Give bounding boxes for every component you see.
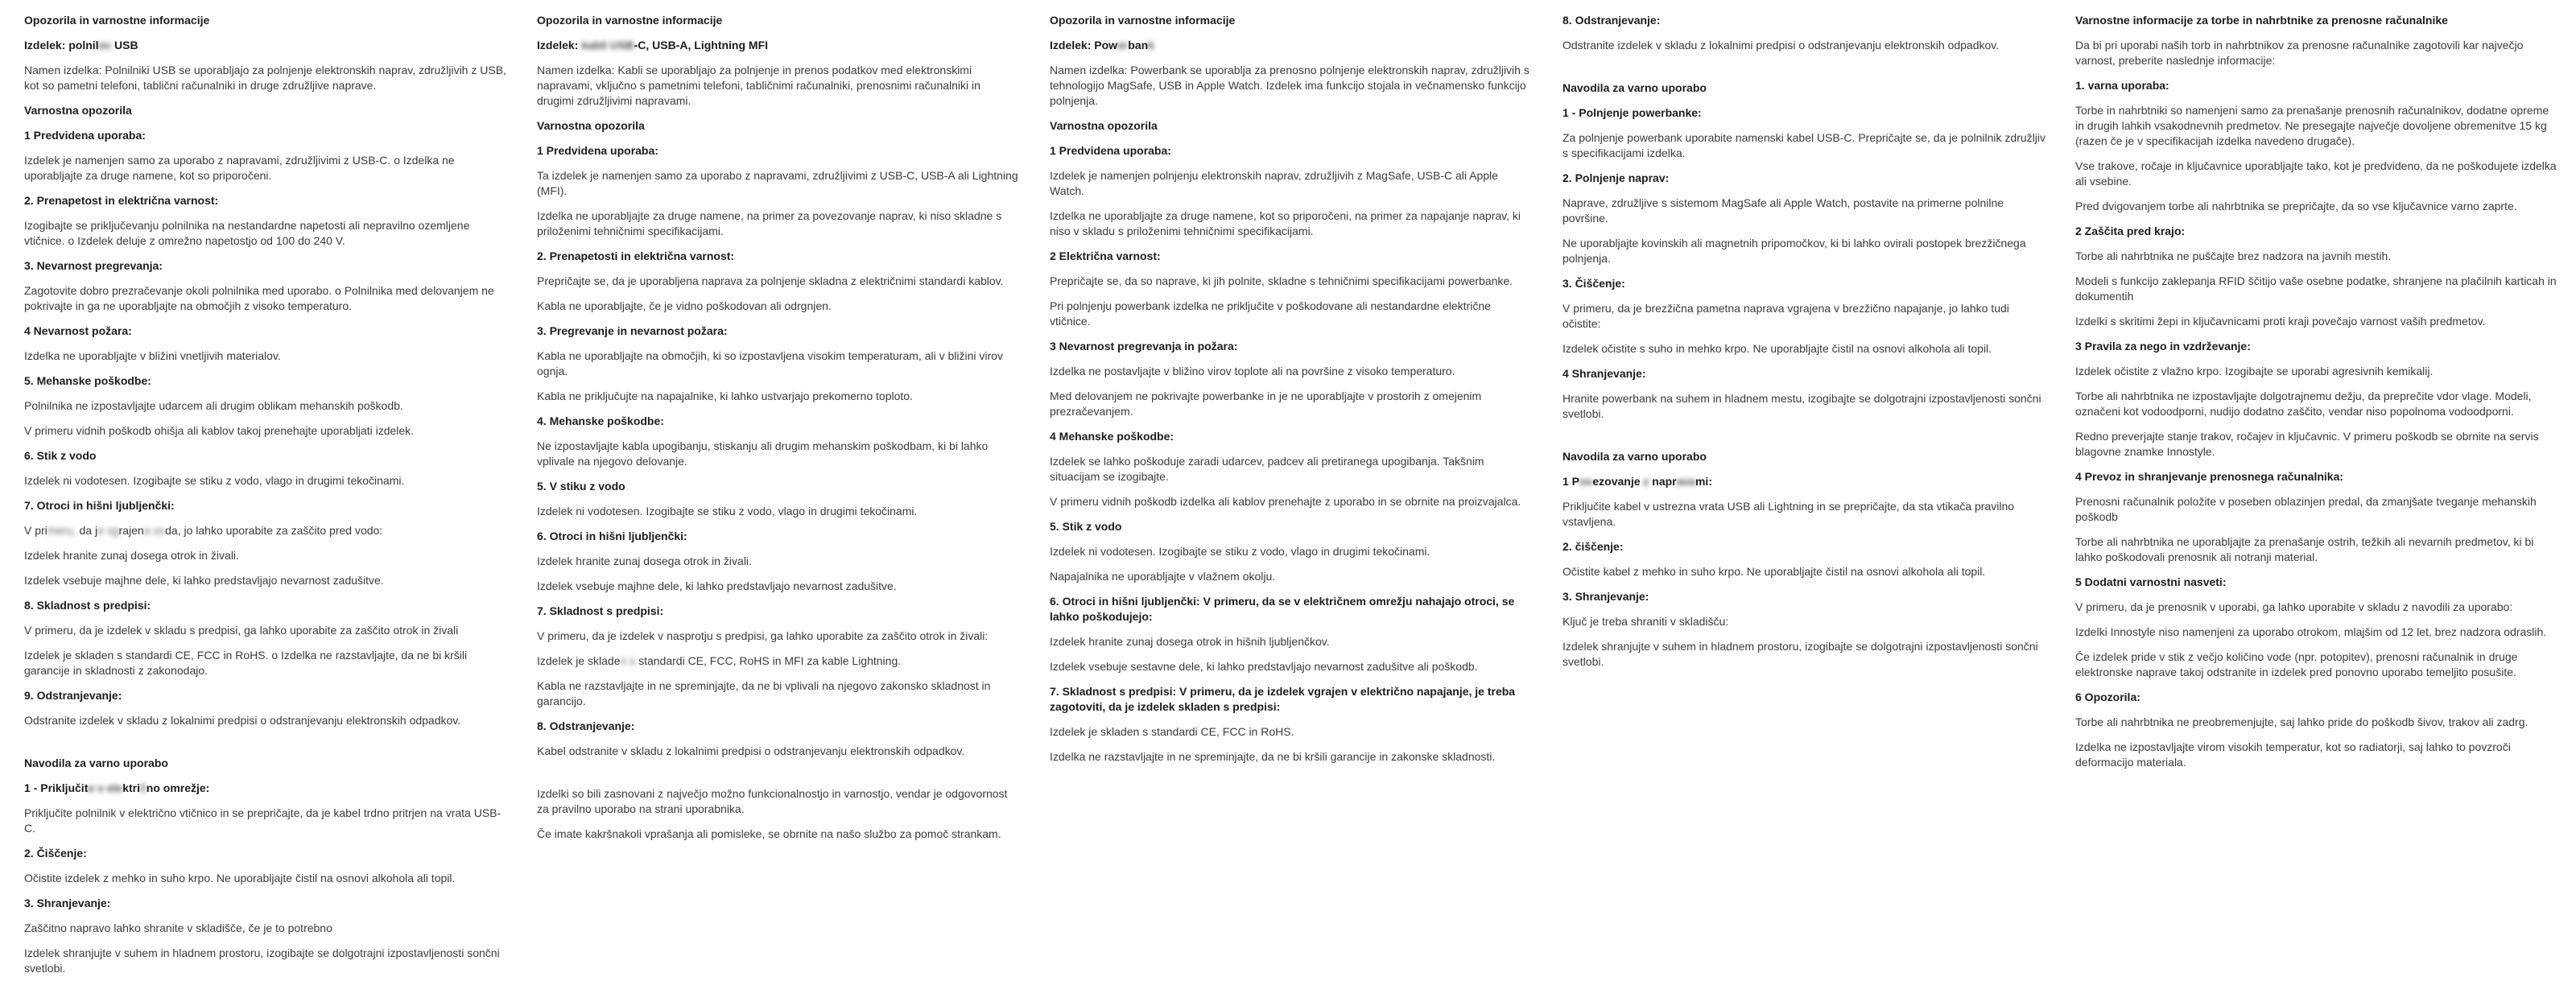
paragraph: Kabla ne uporabljajte, če je vidno poškodovan ali odrgnjen. [537, 299, 832, 312]
text-run: napr [1652, 475, 1677, 488]
paragraph: Izdelek shranjujte v suhem in hladnem prostoru, izogibajte se dolgotrajni izpostavljenosti sončni svetlobi. [1563, 640, 2038, 668]
paragraph: Modeli s funkcijo zaklepanja RFID ščitijo vaše osebne podatke, shranjene na plačilnih karticah in dokumentih [2075, 274, 2557, 303]
paragraph: Namen izdelka: Kabli se uporabljajo za polnjenje in prenos podatkov med elektronskimi napravami, vključno s pametnimi telefoni, tabličnimi računalniki, prenosnimi računalniki in drugimi združljivimi napravami. [537, 64, 980, 107]
text-run: 1 - Priključit [24, 781, 89, 794]
paragraph: Priključite polnilnik v električno vtičnico in se prepričajte, da je kabel trdno pritrjen na vrata USB-C. [24, 806, 502, 835]
blurred-text: z [1643, 475, 1653, 488]
paragraph: Očistite izdelek z mehko in suho krpo. Ne uporabljajte čistil na osnovi alkohola ali topil. [24, 872, 456, 884]
paragraph: Prepričajte se, da so naprave, ki jih polnite, skladne s tehničnimi specifikacijami powerbanke. [1050, 274, 1513, 287]
heading: 2 Zaščita pred krajo: [2075, 225, 2186, 237]
text-run: ktri [122, 781, 140, 794]
section-gap [537, 769, 1020, 786]
heading: 2. Čiščenje: [24, 847, 87, 860]
paragraph: V primeru vidnih poškodb ohišja ali kablov takoj prenehajte uporabljati izdelek. [24, 424, 415, 437]
section-gap [1563, 63, 2046, 80]
blurred-text: meru, [47, 524, 80, 537]
heading: 9. Odstranjevanje: [24, 689, 122, 702]
heading: Navodila za varno uporabo [24, 757, 168, 769]
paragraph: Kabla ne razstavljajte in ne spreminjajte, da ne bi vplivali na njegovo zakonsko skladnost in garancijo. [537, 679, 991, 707]
heading [1563, 474, 2046, 489]
paragraph: Zagotovite dobro prezračevanje okoli polnilnika med uporabo. o Polnilnika med delovanjem ne pokrivajte in ga ne uporabljajte na območjih z visoko temperaturo. [24, 284, 494, 312]
heading: 3. Shranjevanje: [24, 897, 111, 909]
heading: 6. Stik z vodo [24, 449, 97, 462]
paragraph: V primeru, da je izdelek v skladu s predpisi, ga lahko uporabite za zaščito otrok in živali [24, 624, 459, 637]
paragraph: Kabel odstranite v skladu z lokalnimi predpisi o odstranjevanju elektronskih odpadkov. [537, 744, 965, 757]
paragraph: Izdelek ni vodotesen. Izogibajte se stiku z vodo, vlago in drugimi tekočinami. [1050, 545, 1430, 558]
paragraph: Ključ je treba shraniti v skladišču: [1563, 615, 1729, 628]
text-run: standardi CE, FCC, RoHS in MFI za kable Lightning. [635, 654, 902, 667]
heading: 4 Prevoz in shranjevanje prenosnega računalnika: [2075, 470, 2344, 483]
heading: 2. čiščenje: [1563, 540, 1624, 553]
text-run: USB [111, 39, 138, 52]
heading: Opozorila in varnostne informacije [537, 14, 723, 27]
paragraph: Izdelki Innostyle niso namenjeni za uporabo otrokom, mlajšim od 12 let, brez nadzora odraslih. [2075, 625, 2547, 638]
paragraph: Izdelka ne izpostavljajte virom visokih temperatur, kot so radiatorji, saj lahko to povzroči deformacijo materiala. [2075, 740, 2511, 769]
paragraph: Izdelek očistite s suho in mehko krpo. Ne uporabljajte čistil na osnovi alkohola ali topil. [1563, 342, 1992, 355]
heading: 4. Mehanske poškodbe: [537, 414, 664, 427]
paragraph: Odstranite izdelek v skladu z lokalnimi predpisi o odstranjevanju elektronskih odpadkov. [1563, 39, 2000, 52]
section-gap [1563, 431, 2046, 449]
heading: 3. Čiščenje: [1563, 277, 1625, 290]
heading [24, 781, 507, 796]
paragraph: Če imate kakršnakoli vprašanja ali pomisleke, se obrnite na našo službo za pomoč strankam. [537, 827, 1001, 840]
heading: 3. Pregrevanje in nevarnost požara: [537, 324, 728, 337]
column-powerbank-and-cable-instructions [1563, 13, 2046, 986]
paragraph: Izdelek vsebuje majhne dele, ki lahko predstavljajo nevarnost zadušitve. [537, 579, 897, 592]
heading: Opozorila in varnostne informacije [24, 14, 210, 27]
heading: 8. Odstranjevanje: [537, 719, 635, 732]
text-run: ezovanje [1592, 475, 1644, 488]
heading: 1 - Polnjenje powerbanke: [1563, 106, 1702, 119]
paragraph: Izdelka ne postavljajte v bližino virov toplote ali na površine z visoko temperaturo. [1050, 365, 1455, 377]
heading: Navodila za varno uporabo [1563, 450, 1707, 463]
paragraph: Torbe ali nahrbtnika ne izpostavljajte dolgotrajnemu dežju, da preprečite vdor vlage. Modeli, označeni kot vodoodporni, nudijo dodatno zaščito, vendar niso popolnoma vodoodporni. [2075, 390, 2532, 418]
heading: 2 Električna varnost: [1050, 249, 1161, 262]
paragraph: Torbe in nahrbtniki so namenjeni samo za prenašanje prenosnih računalnikov, dodatne opreme in drugih lahkih vsakodnevnih predmetov. Ne presegajte največje dovoljene obremenitve 15 kg (razen če je v specifikacijah izdelka navedeno drugače). [2075, 104, 2549, 147]
blurred-text: e vg [97, 524, 119, 537]
heading: 2. Prenapetosti in električna varnost: [537, 249, 735, 262]
paragraph: Izdelek hranite zunaj dosega otrok in živali. [24, 549, 239, 562]
blurred-text: ava [1676, 475, 1695, 488]
blurred-text: č [139, 781, 147, 794]
paragraph: Izdelka ne uporabljajte za druge namene, kot so priporočeni, na primer za napajanje naprav, ki niso v skladu s priloženimi tehničnimi specifikacijami. [1050, 209, 1521, 237]
paragraph: Pred dvigovanjem torbe ali nahrbtnika se prepričajte, da so vse ključavnice varno zaprte. [2075, 200, 2517, 212]
paragraph: Izdelek hranite zunaj dosega otrok in hišnih ljubljenčkov. [1050, 635, 1330, 648]
paragraph: Izdelki so bili zasnovani z največjo možno funkcionalnostjo in varnostjo, vendar je odgovornost za pravilno uporabo na strani uporabnika. [537, 787, 1008, 815]
heading: 4 Shranjevanje: [1563, 367, 1646, 380]
heading: 8. Skladnost s predpisi: [24, 599, 151, 612]
heading: Varnostna opozorila [537, 119, 645, 132]
paragraph: Izdelek shranjujte v suhem in hladnem prostoru, izogibajte se dolgotrajni izpostavljenosti sončni svetlobi. [24, 946, 500, 975]
heading: Varnostna opozorila [24, 104, 132, 117]
heading [1050, 38, 1533, 53]
paragraph: Kabla ne uporabljajte na območjih, ki so izpostavljena visokim temperaturam, ali v bližini virov ognja. [537, 349, 1003, 377]
paragraph: V primeru vidnih poškodb izdelka ali kablov prenehajte z uporabo in se obrnite na proizvajalca. [1050, 495, 1521, 508]
paragraph: Odstranite izdelek v skladu z lokalnimi predpisi o odstranjevanju elektronskih odpadkov. [24, 714, 461, 727]
text-run: Izdelek: Pow [1050, 39, 1118, 52]
heading: Varnostna opozorila [1050, 119, 1158, 132]
paragraph: Izdelek ni vodotesen. Izogibajte se stiku z vodo, vlago in drugimi tekočinami. [24, 474, 405, 487]
paragraph: Izdelek ni vodotesen. Izogibajte se stiku z vodo, vlago in drugimi tekočinami. [537, 505, 918, 517]
paragraph: Napajalnika ne uporabljajte v vlažnem okolju. [1050, 570, 1276, 583]
paragraph: V primeru, da je prenosnik v uporabi, ga lahko uporabite v skladu z navodili za uporabo: [2075, 600, 2513, 613]
paragraph: Vse trakove, ročaje in ključavnice uporabljajte tako, kot je predvideno, da ne poškodujete izdelka ali vsebine. [2075, 159, 2557, 188]
paragraph: Izdelek vsebuje sestavne dele, ki lahko predstavljajo nevarnost zadušitve ali poškodb. [1050, 660, 1478, 673]
paragraph: Prepričajte se, da je uporabljena naprava za polnjenje skladna z električnimi standardi kablov. [537, 274, 1004, 287]
heading: 2. Polnjenje naprav: [1563, 171, 1670, 184]
paragraph: Med delovanjem ne pokrivajte powerbanke in je ne uporabljajte v prostorih z omejenim prezračevanjem. [1050, 390, 1482, 418]
heading: 3. Shranjevanje: [1563, 590, 1649, 603]
text-run: rajen [118, 524, 144, 537]
heading: 6 Opozorila: [2075, 691, 2140, 703]
heading: 3 Nevarnost pregrevanja in požara: [1050, 340, 1238, 353]
heading: 5 Dodatni varnostni nasveti: [2075, 575, 2227, 588]
paragraph: Naprave, združljive s sistemom MagSafe ali Apple Watch, postavite na primerne polnilne površine. [1563, 196, 2004, 225]
heading: 3. Nevarnost pregrevanja: [24, 259, 163, 272]
heading: 5. Stik z vodo [1050, 520, 1122, 533]
heading [537, 38, 1020, 53]
heading: 5. V stiku z vodo [537, 480, 625, 493]
column-laptop-bags [2075, 13, 2558, 986]
blurred-text: kabli USB [581, 39, 634, 52]
paragraph: Izdelki s skritimi žepi in ključavnicami proti kraji povečajo varnost vaših predmetov. [2075, 315, 2486, 328]
paragraph: Namen izdelka: Powerbank se uporablja za prenosno polnjenje elektronskih naprav, združljivih s tehnologijo MagSafe, USB in Apple Watch. Izdelek ima funkcijo stojala in večnamensko funkcijo polnjenja. [1050, 64, 1530, 107]
heading: 2. Prenapetost in električna varnost: [24, 194, 219, 207]
paragraph: V primeru, da je brezžična pametna naprava vgrajena v brezžično napajanje, jo lahko tudi očistite: [1563, 302, 2009, 330]
paragraph: V primeru, da je izdelek v nasprotju s predpisi, ga lahko uporabite za zaščito otrok in živali: [537, 629, 989, 642]
paragraph: Da bi pri uporabi naših torb in nahrbtnikov za prenosne računalnike zagotovili kar največjo varnost, preberite naslednje informacije: [2075, 39, 2524, 67]
paragraph: Namen izdelka: Polnilniki USB se uporabljajo za polnjenje elektronskih naprav, združljivih z USB, kot so pametni telefoni, tablični računalniki in druge združljive naprave. [24, 64, 506, 92]
paragraph: Izdelek vsebuje majhne dele, ki lahko predstavljajo nevarnost zadušitve. [24, 574, 384, 587]
paragraph: Če izdelek pride v stik z večjo količino vode (npr. potopitev), prenosni računalnik in druge elektronske naprave takoj odstranite in izdelek pred ponovno uporabo temeljito posušite. [2075, 650, 2518, 678]
column-usb-charger [24, 13, 507, 986]
blurred-text: a vo [143, 524, 166, 537]
heading: 7. Otroci in hišni ljubljenčki: [24, 499, 175, 512]
paragraph: Priključite kabel v ustrezna vrata USB ali Lightning in se prepričajte, da sta vtikača pravilno vstavljena. [1563, 500, 2015, 528]
text-run: mi: [1695, 475, 1712, 488]
paragraph: Izdelek je skladen s standardi CE, FCC in RoHS. [1050, 725, 1294, 738]
text-run: Izdelek: [537, 39, 582, 52]
paragraph [537, 653, 1020, 669]
paragraph: Izdelek očistite z vlažno krpo. Izogibajte se uporabi agresivnih kemikalij. [2075, 365, 2434, 377]
blurred-text: er [1117, 39, 1129, 52]
heading: 4 Mehanske poškodbe: [1050, 430, 1174, 443]
text-run: -C, USB-A, Lightning MFI [634, 39, 769, 52]
heading: 1. varna uporaba: [2075, 79, 2169, 92]
text-run: da j [79, 524, 98, 537]
heading: 1 Predvidena uporaba: [24, 129, 146, 142]
paragraph: Polnilnika ne izpostavljajte udarcem ali drugim oblikam mehanskih poškodb. [24, 399, 403, 412]
paragraph: Kabla ne priključujte na napajalnike, ki lahko ustvarjajo prekomerno toploto. [537, 390, 913, 402]
paragraph: Torbe ali nahrbtnika ne preobremenjujte, saj lahko pride do poškodb šivov, trakov ali zadrg. [2075, 715, 2529, 728]
blurred-text: ec [98, 39, 112, 52]
heading: 6. Otroci in hišni ljubljenčki: [537, 530, 687, 542]
paragraph: Izdelek je namenjen samo za uporabo z napravami, združljivimi z USB-C. o Izdelka ne uporabljajte za druge namene, kot so priporočeni. [24, 154, 455, 182]
heading: 7. Skladnost s predpisi: [537, 604, 664, 617]
heading: 5. Mehanske poškodbe: [24, 374, 151, 387]
paragraph: Izogibajte se priključevanju polnilnika na nestandardne napetosti ali nepravilno ozemljene vtičnice. o Izdelek deluje z omrežno napetostjo od 100 do 240 V. [24, 219, 470, 247]
text-run: ban [1128, 39, 1149, 52]
paragraph [24, 523, 507, 538]
paragraph: Prenosni računalnik položite v poseben oblazinjen predal, da zmanjšate tveganje mehanskih poškodb [2075, 495, 2537, 523]
blurred-text: ov [1579, 475, 1593, 488]
section-gap [24, 738, 507, 756]
paragraph: Torbe ali nahrbtnika ne uporabljajte za prenašanje ostrih, težkih ali nevarnih predmetov, ki bi lahko poškodovali prenosnik ali notranji material. [2075, 535, 2534, 563]
paragraph: Pri polnjenju powerbank izdelka ne priključite v poškodovane ali nestandardne električne vtičnice. [1050, 299, 1491, 328]
heading: 3 Pravila za nego in vzdrževanje: [2075, 340, 2251, 353]
paragraph: Izdelek hranite zunaj dosega otrok in živali. [537, 555, 752, 567]
paragraph: Izdelka ne uporabljajte v bližini vnetljivih materialov. [24, 349, 281, 362]
heading: Navodila za varno uporabo [1563, 81, 1707, 94]
text-run: no omrežje: [146, 781, 210, 794]
paragraph: Ta izdelek je namenjen samo za uporabo z napravami, združljivimi z USB-C, USB-A ali Lightning (MFI). [537, 169, 1018, 197]
text-run: Izdelek: polnil [24, 39, 99, 52]
heading: Opozorila in varnostne informacije [1050, 14, 1236, 27]
paragraph: Izdelka ne razstavljajte in ne spreminjajte, da ne bi kršili garancije in zakonske skladnosti. [1050, 750, 1496, 763]
text-run: da, jo lahko uporabite za zaščito pred vodo: [165, 524, 383, 537]
paragraph: Torbe ali nahrbtnika ne puščajte brez nadzora na javnih mestih. [2075, 249, 2392, 262]
text-run: Izdelek je sklade [537, 654, 621, 667]
heading: 4 Nevarnost požara: [24, 324, 132, 337]
heading: Varnostne informacije za torbe in nahrbtnike za prenosne računalnike [2075, 14, 2448, 27]
heading: 1 Predvidena uporaba: [1050, 144, 1171, 157]
paragraph: Zaščitno napravo lahko shranite v skladišče, če je to potrebno [24, 921, 332, 934]
blurred-text: k [1148, 39, 1154, 52]
paragraph: Izdelek se lahko poškoduje zaradi udarcev, padcev ali pretiranega upogibanja. Takšnim situacijam se izogibajte. [1050, 455, 1484, 483]
text-run: V pri [24, 524, 47, 537]
blurred-text: n s [620, 654, 636, 667]
paragraph: Redno preverjajte stanje trakov, ročajev in ključavnic. V primeru poškodb se obrnite na servis blagovne znamke Innostyle. [2075, 430, 2539, 458]
paragraph: Hranite powerbank na suhem in hladnem mestu, izogibajte se dolgotrajni izpostavljenosti sončni svetlobi. [1563, 392, 2041, 420]
paragraph: Izdelek je skladen s standardi CE, FCC in RoHS. o Izdelka ne razstavljajte, da ne bi kršili garancije in skladnosti z zakonodajo. [24, 649, 468, 677]
heading: 8. Odstranjevanje: [1563, 14, 1661, 27]
paragraph: Ne izpostavljajte kabla upogibanju, stiskanju ali drugim mehanskim poškodbam, ki bi lahko vplivale na njegovo delovanje. [537, 439, 989, 468]
paragraph: Očistite kabel z mehko in suho krpo. Ne uporabljajte čistil na osnovi alkohola ali topil. [1563, 565, 1986, 578]
paragraph: Ne uporabljajte kovinskih ali magnetnih pripomočkov, ki bi lahko ovirali postopek brezžičnega polnjenja. [1563, 237, 2026, 265]
heading: 6. Otroci in hišni ljubljenčki: V primeru, da se v električnem omrežju nahajajo otroci, se lahko poškodujejo: [1050, 595, 1515, 623]
heading: 7. Skladnost s predpisi: V primeru, da je izdelek vgrajen v električno napajanje, je treba zagotoviti, da je izdelek skladen s predpisi: [1050, 685, 1516, 713]
paragraph: Izdelka ne uporabljajte za druge namene, na primer za povezovanje naprav, ki niso skladne s priloženimi tehničnimi specifikacijami. [537, 209, 1002, 237]
heading [24, 38, 507, 53]
blurred-text: e v ele [88, 781, 123, 794]
column-cables [537, 13, 1020, 986]
paragraph: Za polnjenje powerbank uporabite namenski kabel USB-C. Prepričajte se, da je polnilnik združljiv s specifikacijami izdelka. [1563, 131, 2046, 159]
column-powerbank [1050, 13, 1533, 986]
text-run: 1 P [1563, 475, 1580, 488]
paragraph: Izdelek je namenjen polnjenju elektronskih naprav, združljivih z MagSafe, USB-C ali Apple Watch. [1050, 169, 1498, 197]
heading: 1 Predvidena uporaba: [537, 144, 658, 157]
